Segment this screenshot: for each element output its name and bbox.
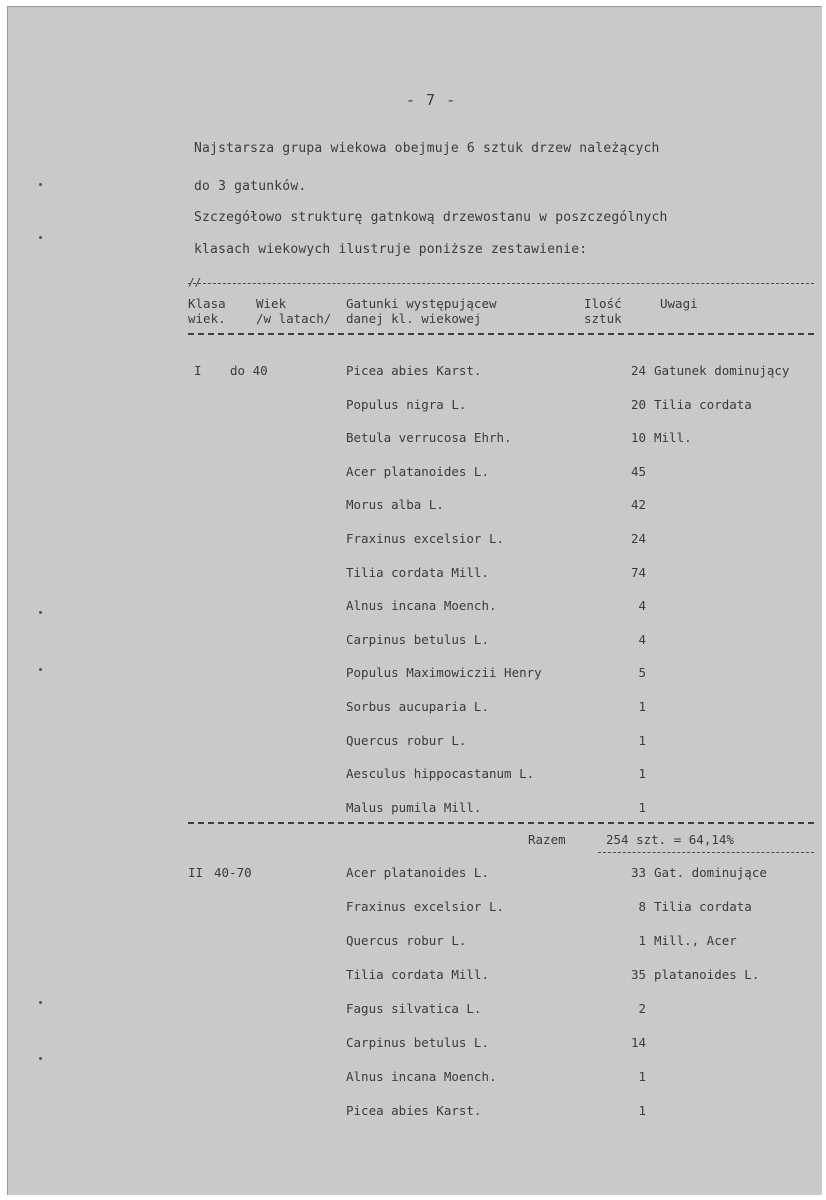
tree-count: 42 — [630, 497, 646, 513]
group1-bottom-rule — [188, 822, 814, 824]
species-name: Fagus silvatica L. — [346, 1001, 482, 1016]
group1-wiek: do 40 — [230, 363, 268, 378]
species-name: Tilia cordata Mill. — [346, 564, 489, 580]
species-name: Morus alba L. — [346, 497, 444, 513]
tree-count: 1 — [638, 799, 646, 815]
intro-line-1: Najstarsza grupa wiekowa obejmuje 6 sztuk drzew należących — [194, 141, 660, 156]
group2-wiek: 40-70 — [214, 865, 252, 880]
tree-count: 8 — [638, 899, 646, 914]
group2-klasa: II — [188, 865, 204, 880]
scanned-page — [7, 6, 822, 1195]
species-name: Populus Maximowiczii Henry — [346, 665, 542, 681]
header-gatunki: Gatunki występującew danej kl. wiekowej — [346, 296, 497, 326]
header-klasa: Klasa wiek. — [188, 296, 226, 326]
tree-count: 14 — [630, 1035, 646, 1050]
scan-speck — [39, 611, 42, 614]
tree-count: 5 — [638, 665, 646, 681]
tree-count: 1 — [638, 933, 646, 948]
species-name: Fraxinus excelsior L. — [346, 531, 505, 546]
intro-line-4: klasach wiekowych ilustruje poniższe zestawienie: — [194, 242, 588, 257]
scan-speck — [39, 1057, 42, 1060]
remark: Tilia cordata — [654, 899, 752, 914]
scan-speck — [39, 236, 42, 239]
tree-count: 35 — [630, 967, 646, 982]
species-name: Acer platanoides L. — [346, 865, 489, 880]
species-name: Picea abies Karst. — [346, 363, 482, 378]
species-name: Picea abies Karst. — [346, 1103, 482, 1118]
remark: Tilia cordata — [654, 396, 752, 412]
tree-count: 1 — [638, 732, 646, 748]
tree-count: 1 — [638, 766, 646, 782]
header-bottom-rule — [188, 333, 814, 335]
tree-count: 24 — [630, 363, 646, 378]
remark: platanoides L. — [654, 967, 760, 982]
scan-speck — [39, 668, 42, 671]
header-mark: // — [188, 276, 202, 289]
page-number: - 7 - — [406, 91, 457, 109]
remark: Gat. dominujące — [654, 865, 767, 880]
scan-speck — [39, 1001, 42, 1004]
tree-count: 4 — [638, 631, 646, 647]
remark: Mill., Acer — [654, 933, 737, 948]
tree-count: 33 — [630, 865, 646, 880]
species-name: Malus pumila Mill. — [346, 799, 482, 815]
tree-count: 20 — [630, 396, 646, 412]
species-name: Carpinus betulus L. — [346, 631, 489, 647]
species-name: Fraxinus excelsior L. — [346, 899, 505, 914]
intro-line-3: Szczegółowo strukturę gatnkową drzewostanu w poszczególnych — [194, 210, 668, 225]
remark: Mill. — [654, 430, 692, 446]
species-name: Sorbus aucuparia L. — [346, 699, 489, 714]
total-rule — [598, 852, 814, 853]
tree-count: 4 — [638, 598, 646, 614]
species-name: Aesculus hippocastanum L. — [346, 766, 535, 782]
table-top-rule — [188, 283, 814, 284]
tree-count: 1 — [638, 1103, 646, 1118]
remark: Gatunek dominujący — [654, 363, 790, 378]
tree-count: 74 — [630, 564, 646, 580]
scan-speck — [39, 183, 42, 186]
species-name: Tilia cordata Mill. — [346, 967, 489, 982]
header-wiek: Wiek /w latach/ — [256, 296, 332, 326]
species-name: Betula verrucosa Ehrh. — [346, 430, 512, 446]
group1-klasa: I — [194, 363, 202, 378]
species-name: Alnus incana Moench. — [346, 598, 497, 614]
header-uwagi: Uwagi — [660, 296, 698, 311]
intro-line-2: do 3 gatunków. — [194, 179, 307, 194]
header-ilosc: Ilość sztuk — [584, 296, 622, 326]
tree-count: 24 — [630, 531, 646, 546]
species-name: Quercus robur L. — [346, 732, 467, 748]
species-name: Alnus incana Moench. — [346, 1069, 497, 1084]
species-name: Acer platanoides L. — [346, 463, 489, 479]
tree-count: 1 — [638, 1069, 646, 1084]
species-name: Populus nigra L. — [346, 396, 467, 412]
species-name: Carpinus betulus L. — [346, 1035, 489, 1050]
species-name: Quercus robur L. — [346, 933, 467, 948]
tree-count: 10 — [630, 430, 646, 446]
group1-total-label: Razem — [528, 832, 566, 847]
tree-count: 1 — [638, 699, 646, 714]
group1-total-value: 254 szt. = 64,14% — [606, 832, 734, 847]
tree-count: 45 — [630, 463, 646, 479]
tree-count: 2 — [638, 1001, 646, 1016]
